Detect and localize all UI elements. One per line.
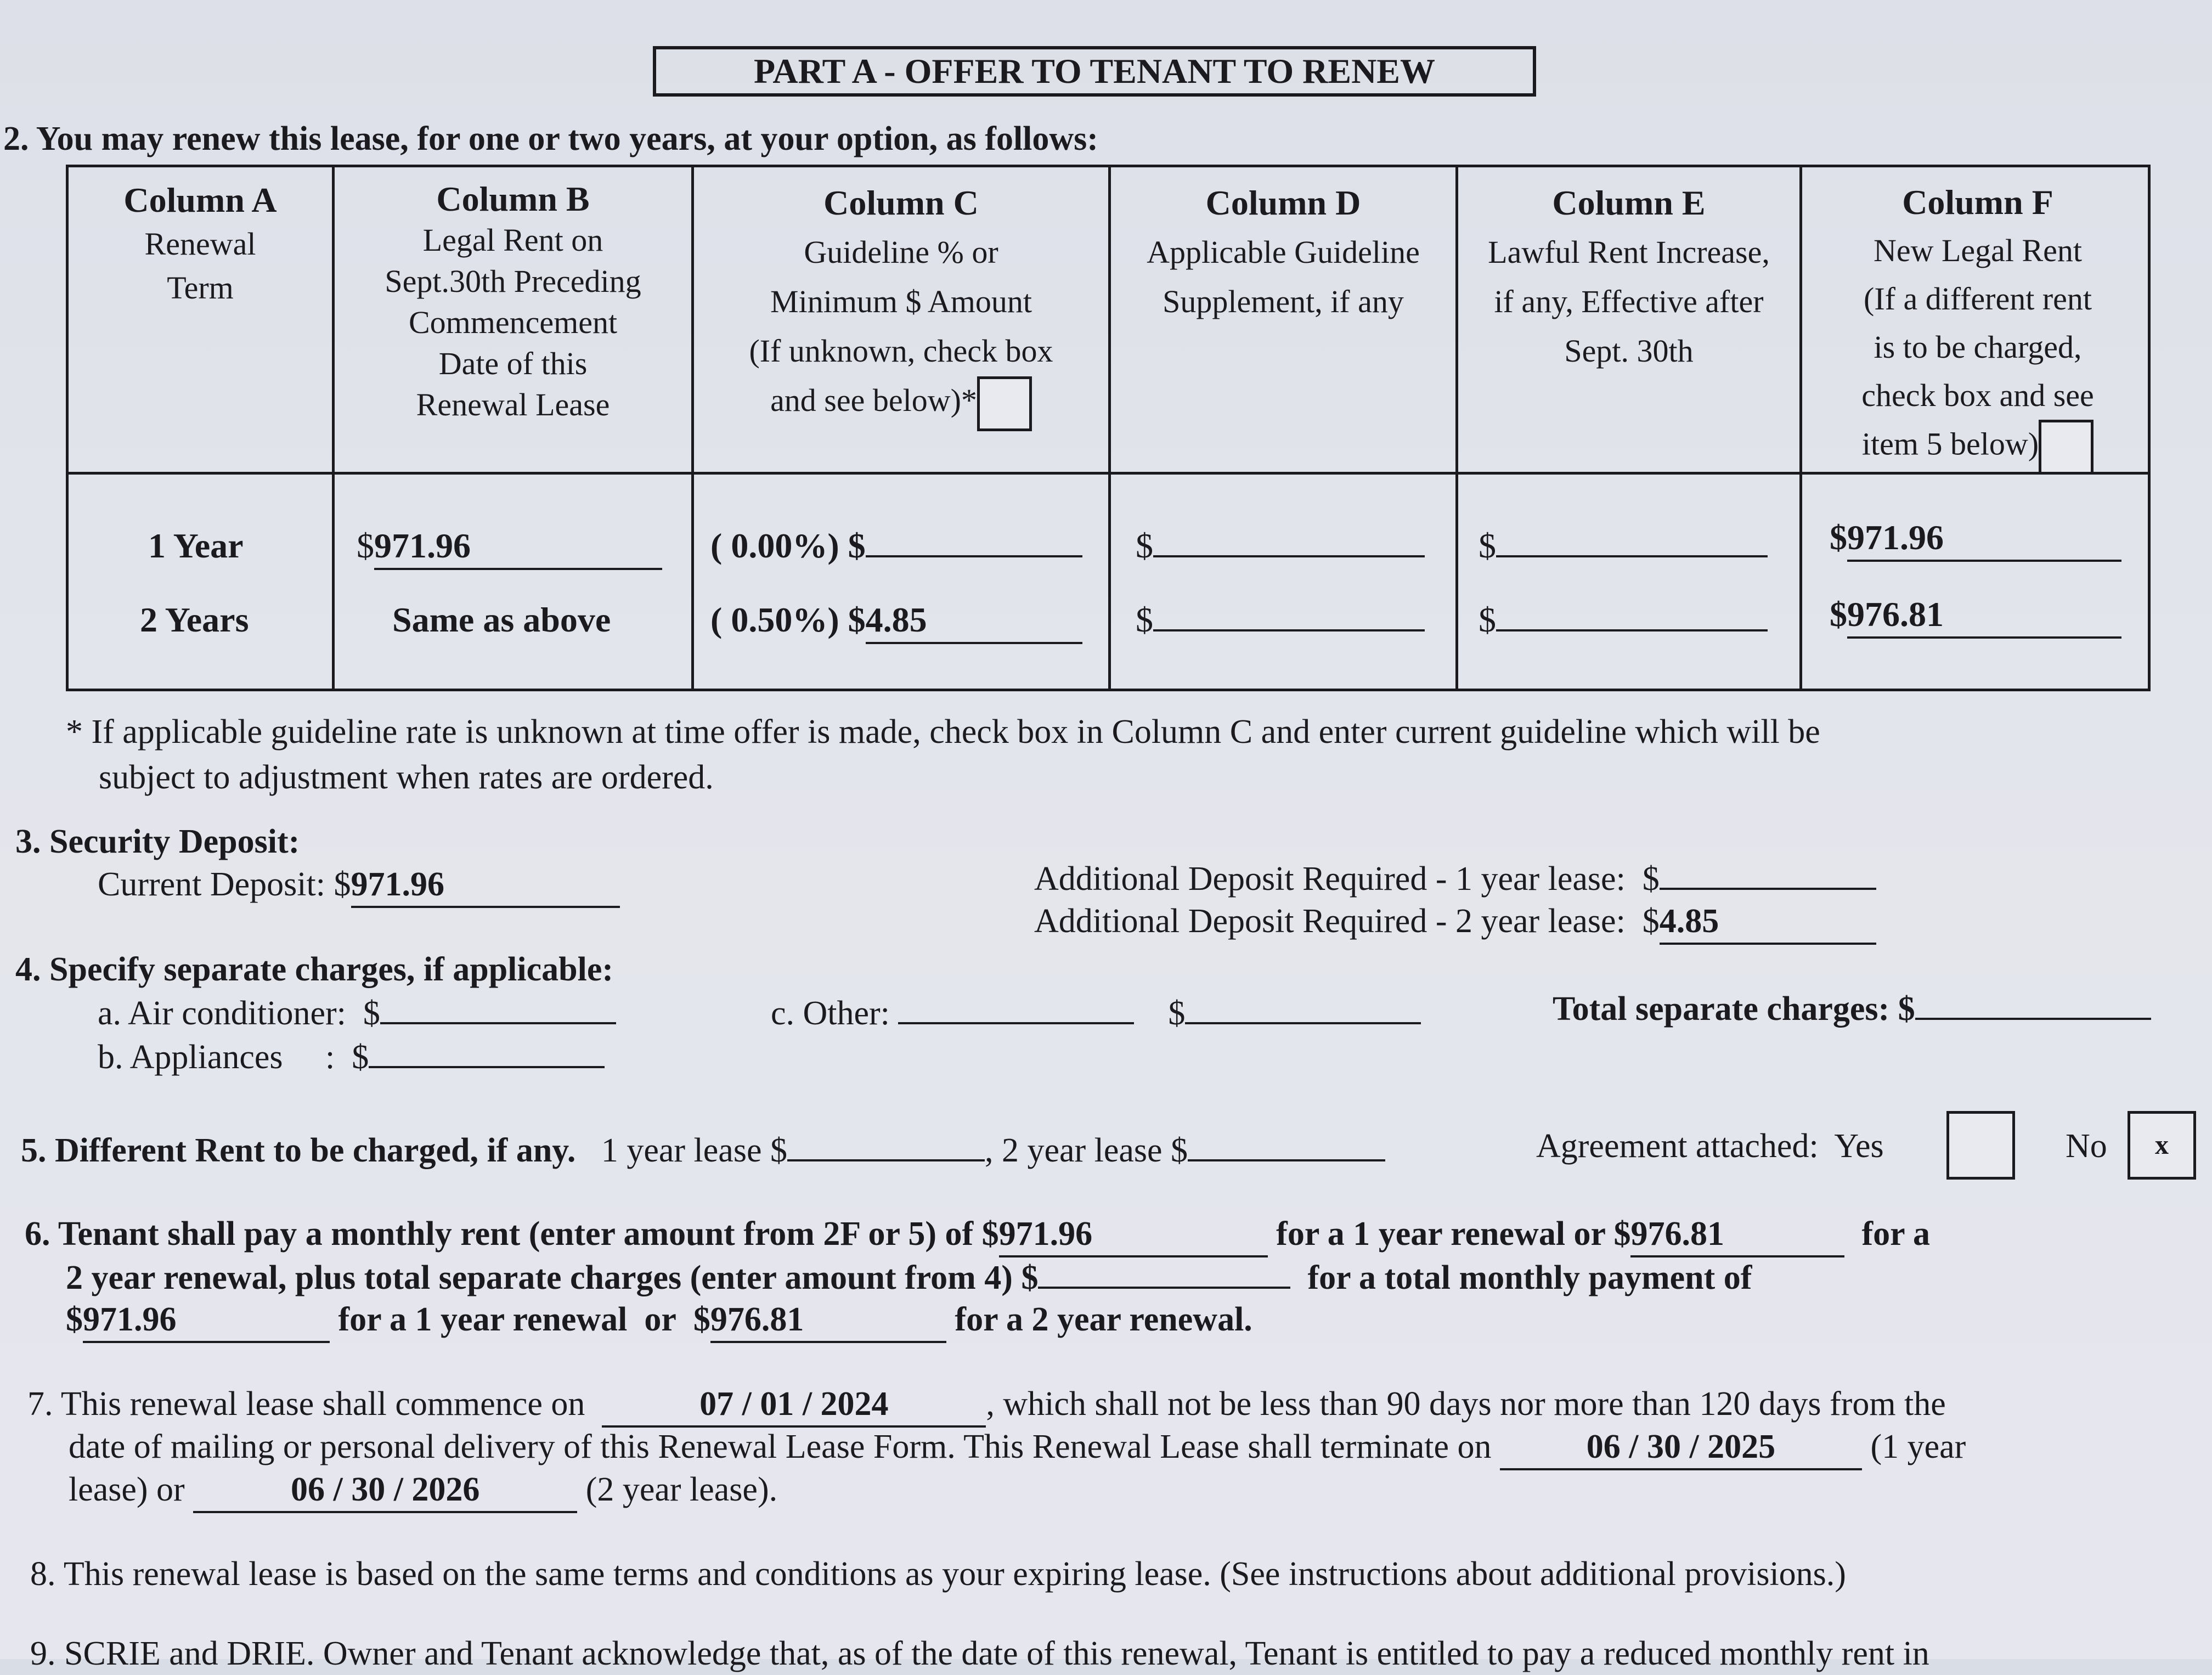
separate-charges-heading: 4. Specify separate charges, if applicable:	[15, 951, 614, 988]
row1-guideline[interactable]: ( 0.00%) $	[710, 524, 1082, 568]
row2-legal-rent: Same as above	[392, 600, 611, 639]
item6-line1: 6. Tenant shall pay a monthly rent (enter amount from 2F or 5) of $971.96 for a 1 year renewal or $976.81 for a	[25, 1212, 1930, 1257]
renewal-terms-table	[66, 165, 2151, 691]
air-conditioner-charge[interactable]: a. Air conditioner: $	[98, 992, 616, 1035]
guideline-footnote: * If applicable guideline rate is unknown at time offer is made, check box in Column C and enter current guideline which will be	[66, 713, 1820, 751]
row1-supplement[interactable]: $	[1136, 524, 1425, 568]
item2-text: 2. You may renew this lease, for one or two years, at your option, as follows:	[3, 120, 1098, 157]
agreement-no-checkbox[interactable]: x	[2128, 1111, 2196, 1180]
additional-deposit-1-year[interactable]: Additional Deposit Required - 1 year lease: $	[1034, 858, 1876, 900]
row2-term: 2 Years	[140, 600, 249, 639]
agreement-no-label: No	[2066, 1127, 2107, 1165]
column-f-header: Column F New Legal Rent (If a different rent is to be charged, check box and see item 5 below)	[1802, 178, 2153, 475]
column-b-header: Column B Legal Rent on Sept.30th Preceding Commencement Date of this Renewal Lease	[385, 179, 641, 422]
agreement-yes-checkbox[interactable]	[1946, 1111, 2015, 1180]
additional-deposit-2-year[interactable]: Additional Deposit Required - 2 year lease: $4.85	[1034, 900, 1876, 945]
column-f-different-rent-checkbox[interactable]	[2039, 420, 2094, 475]
item6-line3: $971.96 for a 1 year renewal or $976.81 for a 2 year renewal.	[66, 1298, 1252, 1343]
column-e-header: Column E Lawful Rent Increase, if any, Effective after Sept. 30th	[1488, 183, 1770, 369]
part-a-title: PART A - OFFER TO TENANT TO RENEW	[653, 46, 1536, 97]
item7-line3: lease) or 06 / 30 / 2026 (2 year lease).	[69, 1468, 777, 1513]
row2-increase[interactable]: $	[1479, 598, 1768, 642]
appliances-charge[interactable]: b. Appliances : $	[98, 1036, 605, 1079]
item9-partial-text: 9. SCRIE and DRIE. Owner and Tenant acknowledge that, as of the date of this renewal, Tenant is entitled to pay a reduced monthly rent in	[30, 1635, 1929, 1672]
agreement-attached: Agreement attached: Yes	[1536, 1127, 1884, 1165]
current-deposit[interactable]: Current Deposit: $971.96	[98, 863, 620, 908]
other-charge[interactable]: c. Other: $	[771, 992, 1421, 1035]
row2-guideline[interactable]: ( 0.50%) $4.85	[710, 598, 1082, 644]
row1-new-legal-rent[interactable]: $971.96	[1830, 516, 2121, 562]
column-a-header: Column A Renewal Term	[123, 181, 277, 306]
item8-text: 8. This renewal lease is based on the same terms and conditions as your expiring lease. (See instructions about additional provisions.)	[30, 1555, 1846, 1593]
row1-increase[interactable]: $	[1479, 524, 1768, 568]
total-separate-charges[interactable]: Total separate charges: $	[1553, 988, 2151, 1030]
column-d-header: Column D Applicable Guideline Supplement, if any	[1147, 183, 1420, 319]
column-c-unknown-checkbox[interactable]	[977, 376, 1032, 431]
item6-line2: 2 year renewal, plus total separate charges (enter amount from 4) $ for a total monthly payment of	[66, 1259, 1752, 1296]
column-c-header: Column C Guideline % or Minimum $ Amount (If unknown, check box and see below)*	[694, 178, 1108, 431]
guideline-footnote-line2: subject to adjustment when rates are ordered.	[99, 759, 714, 796]
item7-line2: date of mailing or personal delivery of this Renewal Lease Form. This Renewal Lease shall terminate on 06 / 30 / 2025 (1 year	[69, 1425, 1966, 1470]
security-deposit-heading: 3. Security Deposit:	[15, 823, 300, 860]
row1-term: 1 Year	[148, 526, 244, 565]
item7-line1: 7. This renewal lease shall commence on 07 / 01 / 2024 , which shall not be less than 90 days nor more than 120 days from the	[27, 1383, 1946, 1428]
row2-new-legal-rent[interactable]: $976.81	[1830, 593, 2121, 639]
row1-legal-rent[interactable]: $971.96	[357, 524, 662, 570]
row2-supplement[interactable]: $	[1136, 598, 1425, 642]
different-rent-line: 5. Different Rent to be charged, if any. 1 year lease $ , 2 year lease $	[21, 1129, 1385, 1172]
